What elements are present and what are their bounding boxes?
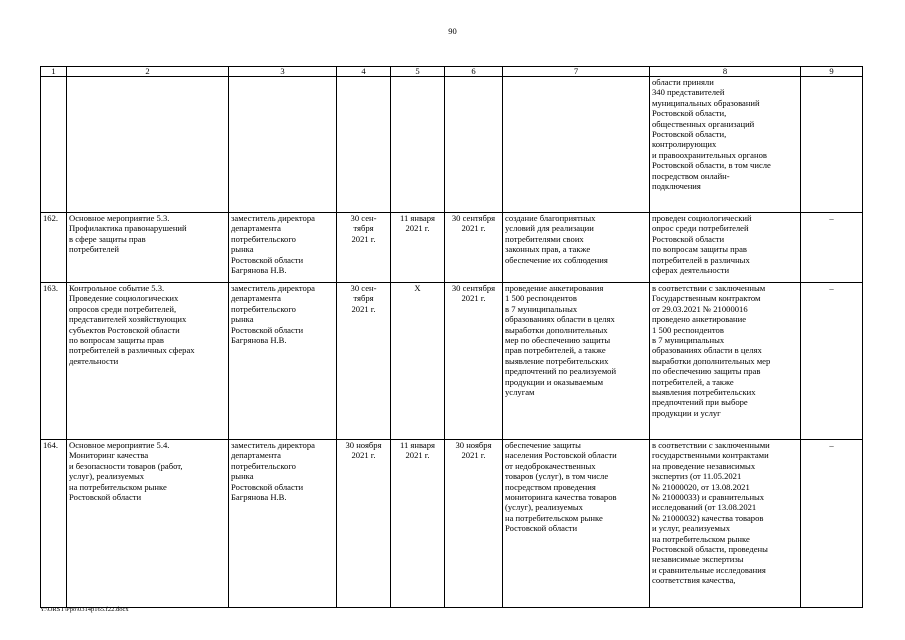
col-header-7: 7 [503,67,650,77]
end-date: 30 сентября 2021 г. [445,213,503,283]
col-header-3: 3 [229,67,337,77]
cont-cell-5 [391,77,445,213]
event-name: Основное мероприятие 5.3. Профилактика правонарушений в сфере защиты прав потребителей [67,213,229,283]
file-path-footer: Y:\ORST\Ppo\0314p165.f22.docx [40,606,129,613]
table-row [41,440,863,608]
report-table [40,66,863,608]
note: – [801,440,863,608]
actual-result: проведен социологический опрос среди потребителей Ростовской области по вопросам защиты прав потребителей в различных сферах деятельности [650,213,801,283]
start-date: 11 января 2021 г. [391,440,445,608]
end-date: 30 сентября 2021 г. [445,283,503,440]
col-header-5: 5 [391,67,445,77]
plan-date: 30 сен- тября 2021 г. [337,283,391,440]
plan-date: 30 ноября 2021 г. [337,440,391,608]
planned-result: обеспечение защиты населения Ростовской области от недоброкачественных товаров (услуг), в том числе посредством проведения мониторинга качества товаров (услуг), реализуемых на потребительском рынке Ростовской области [503,440,650,608]
col-header-1: 1 [41,67,67,77]
continuation-row [41,77,863,213]
executor: заместитель директора департамента потребительского рынка Ростовской области Багрянова Н.В. [229,283,337,440]
planned-result: создание благоприятных условий для реализации потребителями своих законных прав, а также обеспечение их соблюдения [503,213,650,283]
col-header-4: 4 [337,67,391,77]
end-date: 30 ноября 2021 г. [445,440,503,608]
table-row [41,213,863,283]
plan-date: 30 сен- тября 2021 г. [337,213,391,283]
cont-cell-7 [503,77,650,213]
row-number: 164. [41,440,67,608]
col-header-2: 2 [67,67,229,77]
cont-cell-3 [229,77,337,213]
planned-result: проведение анкетирования 1 500 респондентов в 7 муниципальных образованиях области в целях выработки дополнительных мер по обеспечению защиты прав потребителей, а также выявление потребительских предпочтений по реализуемой продукции и оказываемым услугам [503,283,650,440]
col-header-6: 6 [445,67,503,77]
cont-cell-9 [801,77,863,213]
cont-cell-4 [337,77,391,213]
start-date: Х [391,283,445,440]
note: – [801,283,863,440]
cont-result-fact: области приняли 340 представителей муниципальных образований Ростовской области, общественных организаций Ростовской области, контролирующих и правоохранительных органов Ростовской области, в том числе посредством онлайн- подключения [650,77,801,213]
actual-result: в соответствии с заключенным Государственным контрактом от 29.03.2021 № 21000016 проведено анкетирование 1 500 респондентов в 7 муниципальных образованиях области в целях выработки дополнительных мер по обеспечению защиты прав потребителей, а также выявления потребительских предпочтений при выборе продукции и услуг [650,283,801,440]
column-number-row [41,67,863,77]
page-number: 90 [448,26,457,36]
row-number: 162. [41,213,67,283]
start-date: 11 января 2021 г. [391,213,445,283]
table-row [41,283,863,440]
executor: заместитель директора департамента потребительского рынка Ростовской области Багрянова Н.В. [229,213,337,283]
actual-result: в соответствии с заключенными государственными контрактами на проведение независимых экспертиз (от 11.05.2021 № 21000020, от 13.08.2021 № 21000033) и сравнительных исследований (от 13.08.2021 № 21000032) качества товаров и услуг, реализуемых на потребительском рынке Ростовской области, проведены независимые экспертизы и сравнительные исследования соответствия качества, [650,440,801,608]
cont-cell-1 [41,77,67,213]
cont-cell-2 [67,77,229,213]
event-name: Основное мероприятие 5.4. Мониторинг качества и безопасности товаров (работ, услуг), реализуемых на потребительском рынке Ростовской области [67,440,229,608]
executor: заместитель директора департамента потребительского рынка Ростовской области Багрянова Н.В. [229,440,337,608]
cont-cell-6 [445,77,503,213]
row-number: 163. [41,283,67,440]
note: – [801,213,863,283]
event-name: Контрольное событие 5.3. Проведение социологических опросов среди потребителей, представителей хозяйствующих субъектов Ростовской области по вопросам защиты прав потребителей в различных сферах деятельности [67,283,229,440]
col-header-8: 8 [650,67,801,77]
col-header-9: 9 [801,67,863,77]
